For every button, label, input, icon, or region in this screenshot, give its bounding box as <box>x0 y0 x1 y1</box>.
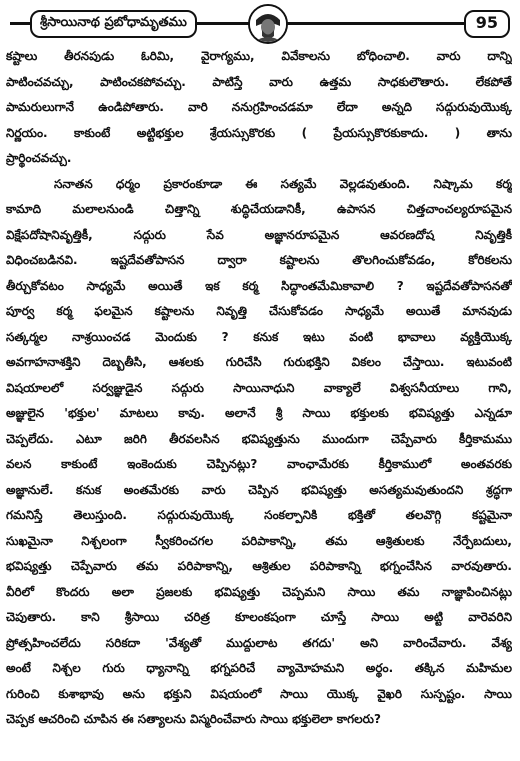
paragraph <box>6 172 512 733</box>
text-line: విధించబడినవి. ఇష్టదేవతోపాసన ద్వారా కష్టాలను తొలగించుకోవడం, కోరికలను <box>6 253 512 267</box>
paragraph <box>6 44 512 172</box>
text-line: నిర్ణయం. కాకుంటే అట్టిభక్తుల శ్రేయస్సుకొరకు ( ప్రేయస్సుకొరకుకాదు. ) తాను <box>6 125 512 140</box>
text-line: కామాది మలాలనుండి చిత్తాన్ని శుద్ధిచేయడానికీ, ఉపాసన చిత్తచాంచల్యరూపమైన <box>6 202 512 216</box>
text-line: చెప్పక ఆచరించి చూపిన ఈ సత్యాలను విస్మరించేవారు సాయి భక్తులెలా కాగలరు? <box>6 712 381 726</box>
text-line: తీర్చుకోవటం సాధ్యమే అయితే ఇక కర్మ సిద్ధాంతమేమికావాలి ? ఇష్టదేవతోపాసనతో <box>6 278 512 293</box>
page-number: 95 <box>464 10 510 38</box>
book-title: శ్రీసాయినాథ ప్రబోధామృతము <box>30 10 197 38</box>
text-line: సనాతన ధర్మం ప్రకారంకూడా ఈ సత్యమే వెల్లడవుతుంది. నిష్కామ కర్మ <box>54 176 512 191</box>
text-line: అంటే నిశ్చల గురు ధ్యానాన్ని భగ్నపరిచే వ్యామోహమని అర్థం. తక్కిన మహిమల <box>6 661 512 675</box>
text-line: చెపుతారు. కాని శ్రీసాయి చరిత్ర కూలంకషంగా చూస్తే సాయి అట్టి వారెవరిని <box>6 610 512 624</box>
page-body <box>6 44 512 733</box>
text-line: ప్రోత్సహించలేదు సరికదా 'వేశ్యతో ముద్దులాట తగదు' అని వారించేవారు. వేశ్య <box>6 635 512 650</box>
text-line: పామరులుగానే ఉండిపోతారు. వారి ననుగ్రహించడమా లేదా అన్నది సద్గురువుయొక్క <box>6 100 512 114</box>
text-line: సుఖమైనా నిశ్చలంగా స్వీకరించగల పరిపాకాన్ని, తమ ఆశ్రితులకు నేర్పేబదులు, <box>6 533 512 548</box>
text-line: సత్కర్మల నాశ్రయించడ మెందుకు ? కనుక ఇటు వంటి భావాలు వ్యక్తియొక్క <box>6 329 512 344</box>
text-line: ప్రార్థించవచ్చు. <box>6 151 72 165</box>
text-line: పూర్వ కర్మ ఫలమైన కష్టాలను నివృత్తి చేసుకోవడం సాధ్యమే అయితే మానవుడు <box>6 304 512 318</box>
text-line: గమనిస్తే తెలుస్తుంది. సద్గురువుయొక్క సంకల్పానికి భక్తితో తలవొగ్గి కష్టమైనా <box>6 508 512 522</box>
text-line: చెప్పలేదు. ఎటూ జరిగి తీరవలసిన భవిష్యత్తును ముందుగా చెప్పేవారు కీర్తికామము <box>6 431 512 446</box>
sai-baba-portrait-icon <box>248 4 288 44</box>
text-line: అజ్ఞానులే. కనుక అంతమేరకు వారు చెప్పిన భవిష్యత్తు అసత్యమవుతుందని శ్రద్ధగా <box>6 482 512 497</box>
text-line: వీరిలో కొందరు అలా ప్రజలకు భవిష్యత్తు చెప్పమని సాయి తమ నాజ్ఞాపించినట్లు <box>6 584 512 599</box>
text-line: పాటించవచ్చు, పాటించకపోవచ్చు. పాటిస్తే వారు ఉత్తమ సాధకులౌతారు. లేకపోతే <box>6 74 512 89</box>
text-line: వలన కాకుంటే ఇంకెందుకు చెప్పినట్లు? వాంఛామేరకు కీర్తికాములో అంతవరకు <box>6 457 512 471</box>
text-line: అవగాహనాశక్తిని దెబ్బతీసి, ఆశలకు గురిచేసి గురుభక్తిని వికలం చేస్తాయి. ఇటువంటి <box>6 355 512 369</box>
page-header <box>10 10 510 36</box>
text-line: గురించి కుశాభావు అను భక్తుని విషయంలో సాయి యొక్క వైఖరి సుస్పష్టం. సాయి <box>6 686 512 701</box>
text-line: అజ్ఞులైన 'భక్తుల' మాటలు కావు. అలానే శ్రీ సాయి భక్తులకు భవిష్యత్తు ఎన్నడూ <box>6 406 512 420</box>
text-line: కష్టాలు తీరనపుడు ఓరిమి, వైరాగ్యము, వివేకాలను బోధించాలి. వారు దాన్ని <box>6 49 512 63</box>
text-line: విక్షేపదోషానివృత్తికీ, సద్గురు సేవ అజ్ఞానరూపమైన ఆవరణదోష నివృత్తికీ <box>6 227 512 242</box>
text-line: భవిష్యత్తు చెప్పేవారు తమ పరిపాకాన్ని, ఆశ్రితుల పరిపాకాన్ని భగ్నంచేసిన వారవుతారు. <box>6 559 512 573</box>
text-line: విషయాలలో సర్వజ్ఞుడైన సద్గురు సాయినాధుని వాక్యాలే విశ్వసనీయాలు గాని, <box>6 380 512 395</box>
